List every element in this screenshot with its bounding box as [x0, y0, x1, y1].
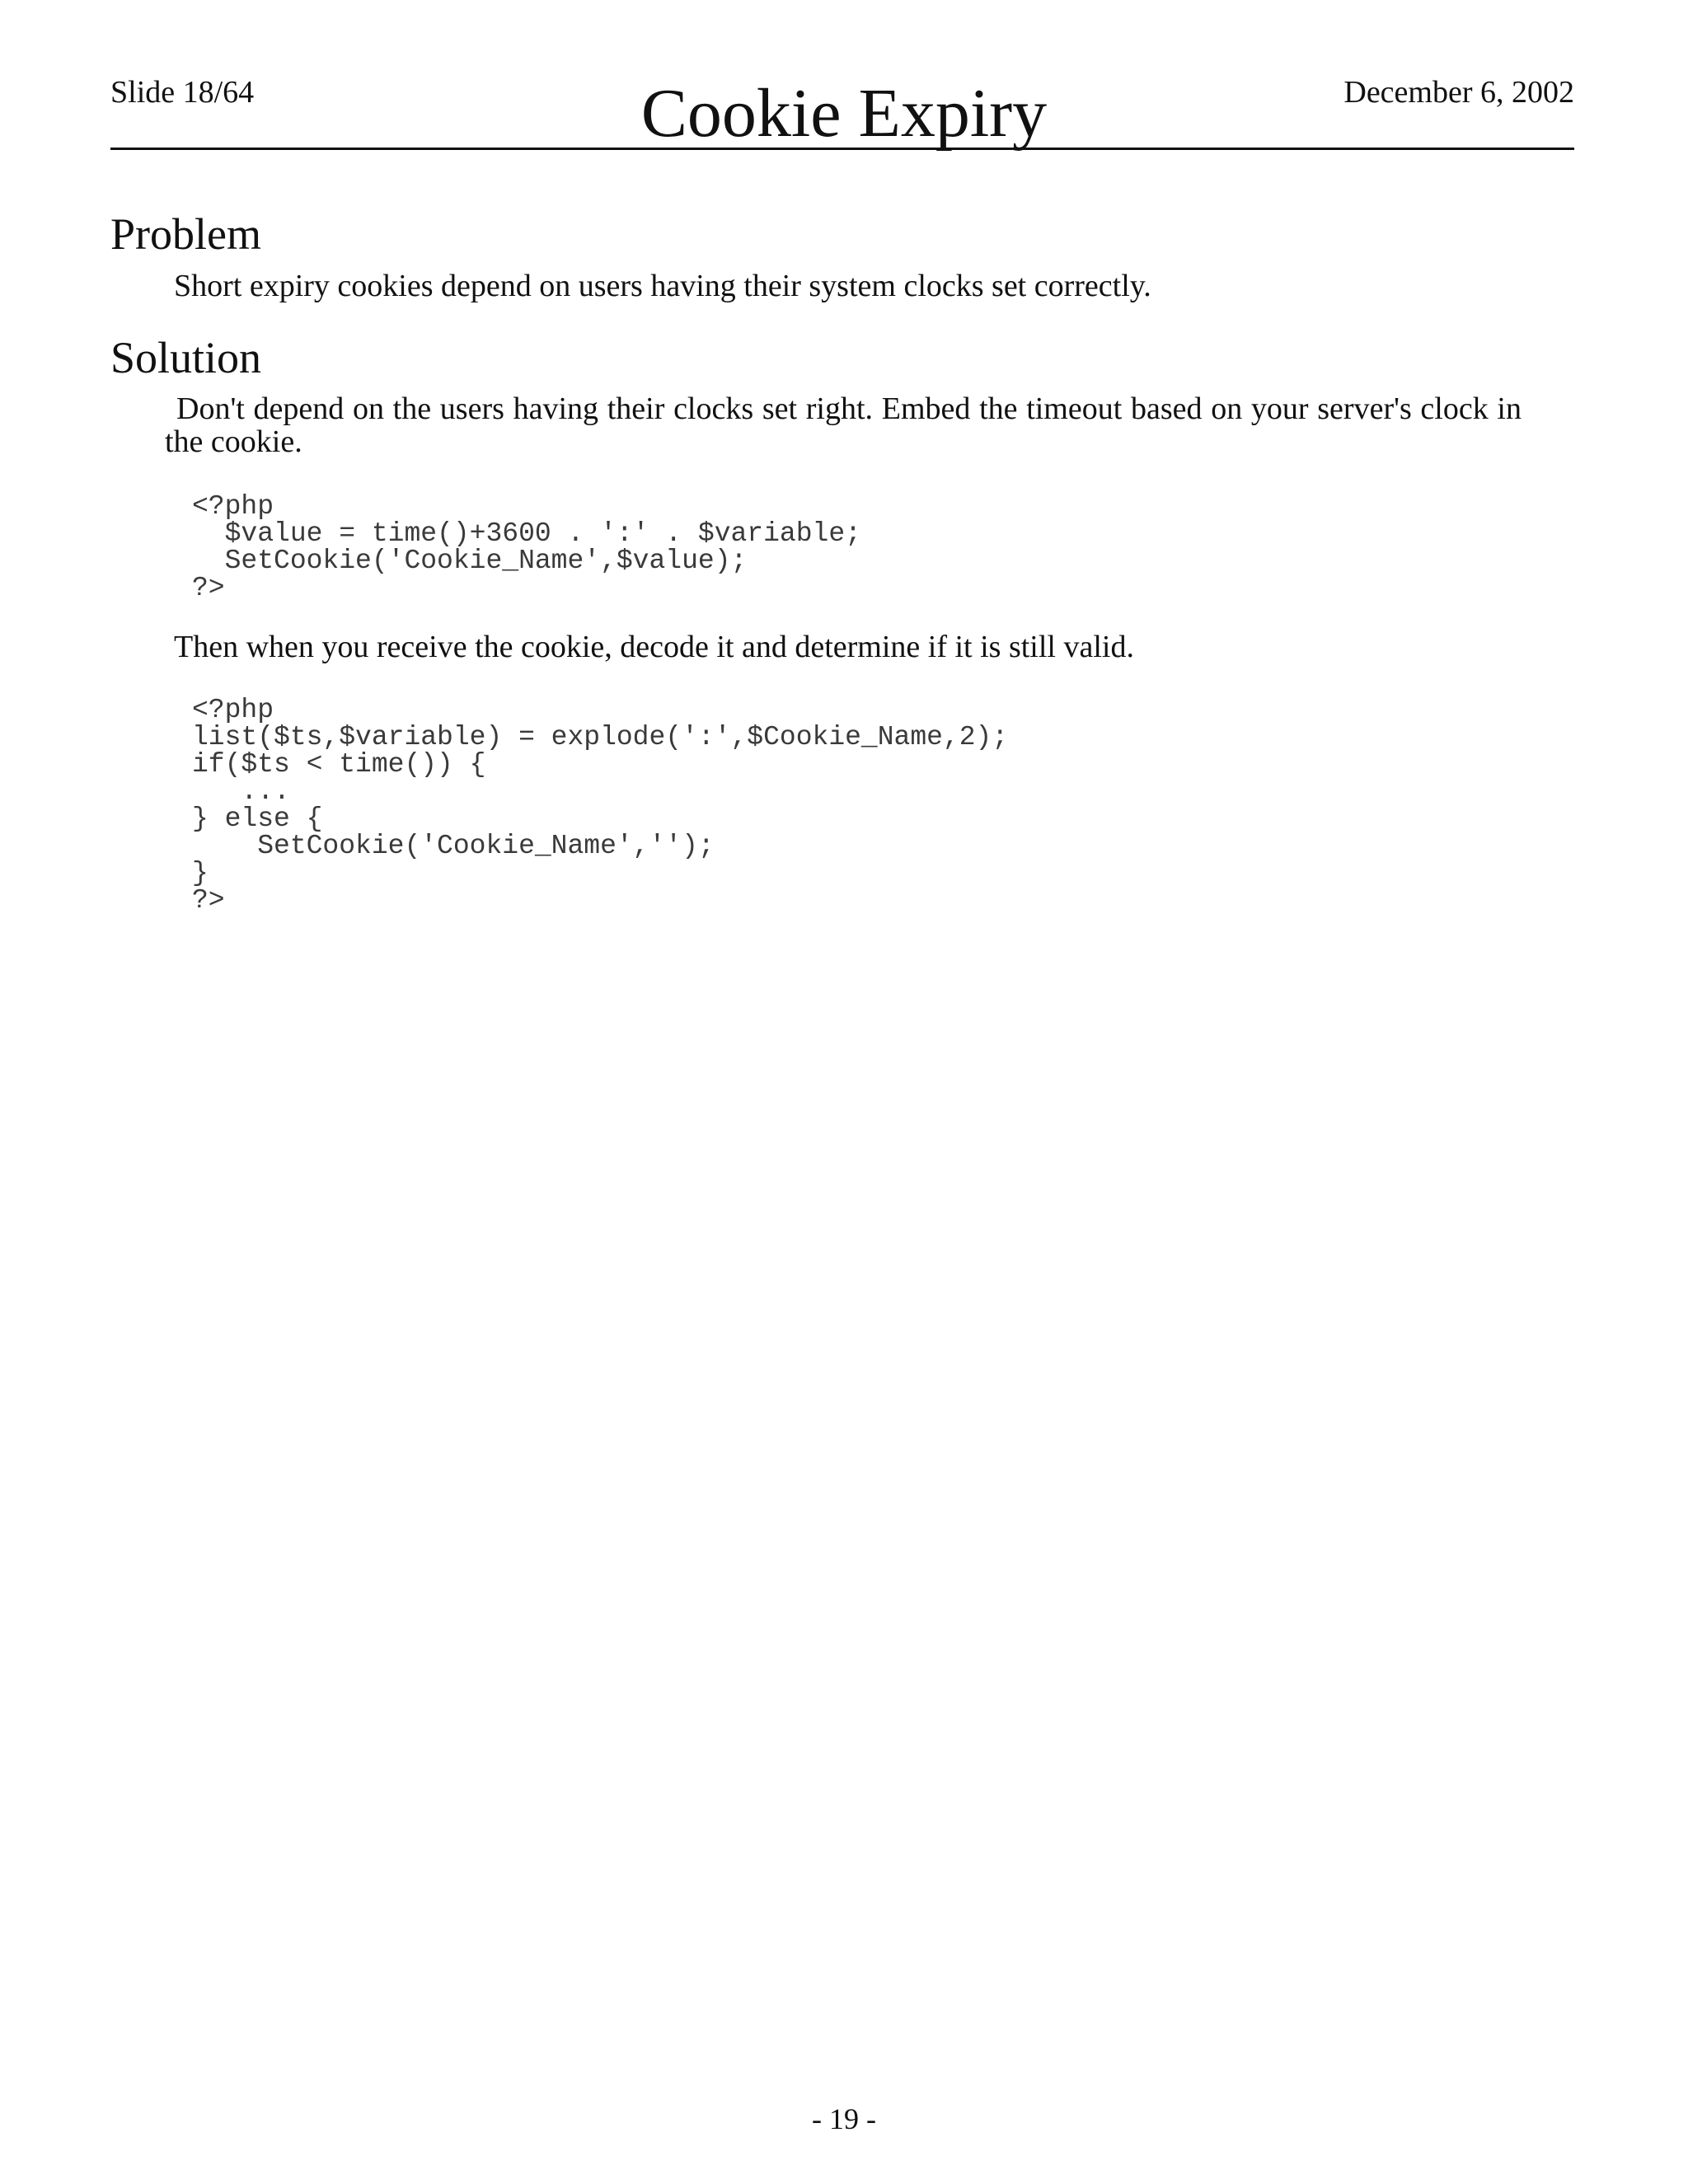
- title-divider: [110, 148, 1574, 150]
- slide-number: Slide 18/64: [110, 75, 255, 110]
- code-block-set-cookie: <?php $value = time()+3600 . ':' . $variable; SetCookie('Cookie_Name',$value); ?>: [192, 491, 861, 603]
- code-block-validate-cookie: <?php list($ts,$variable) = explode(':',$Cookie_Name,2); if($ts < time()) { ... } else { SetCookie('Cookie_Name',''); } ?>: [192, 695, 1009, 916]
- solution-heading: Solution: [110, 333, 262, 382]
- page-number: - 19 -: [812, 2102, 876, 2135]
- solution-text: Don't depend on the users having their clocks set right. Embed the timeout based on your server's clock in the cookie.: [165, 391, 1522, 459]
- problem-text: Short expiry cookies depend on users having their system clocks set correctly.: [174, 269, 1151, 303]
- page-title: Cookie Expiry: [640, 75, 1048, 152]
- problem-heading: Problem: [110, 209, 261, 259]
- slide-date: December 6, 2002: [1343, 75, 1574, 110]
- decode-text: Then when you receive the cookie, decode it and determine if it is still valid.: [174, 630, 1134, 664]
